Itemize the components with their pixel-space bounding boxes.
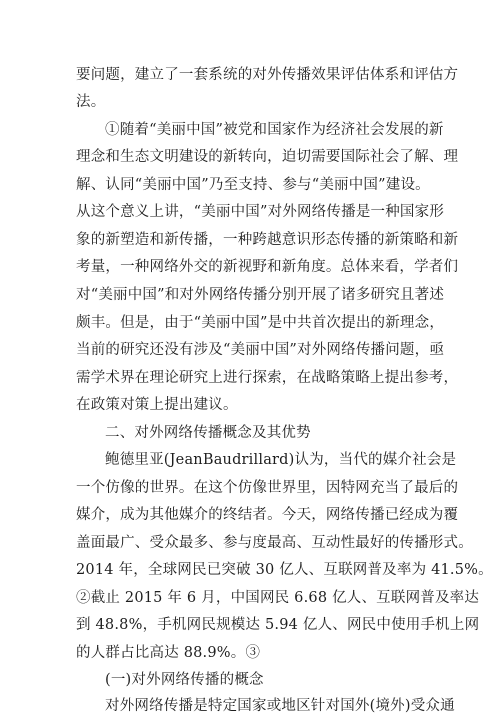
text-line-3: ①随着“美丽中国”被党和国家作为经济社会发展的新 [105,122,444,138]
text-line-24: 对外网络传播是特定国家或地区针对国外(境外)受众通 [105,698,455,714]
text-line-4: 理念和生态文明建设的新转向，迫切需要国际社会了解、理 [76,149,459,165]
text-line-1: 要问题，建立了一套系统的对外传播效果评估体系和评估方 [76,67,459,83]
text-line-11: 当前的研究还没有涉及“美丽中国”对外网络传播问题，亟 [76,342,445,358]
text-line-22: 的人群占比高达 88.9%。③ [76,645,261,661]
text-line-7: 象的新塑造和新传播，一种跨越意识形态传播的新策略和新 [76,232,459,248]
text-line-9: 对“美丽中国”和对外网络传播分别开展了诸多研究且著述 [76,287,445,303]
text-line-18: 盖面最广、受众最多、参与度最高、互动性最好的传播形式。 [76,535,473,551]
text-line-12: 需学术界在理论研究上进行探索，在战略策略上提出参考， [76,370,459,386]
text-line-10: 颇丰。但是，由于“美丽中国”是中共首次提出的新理念， [76,315,445,331]
text-line-16: 一个仿像的世界。在这个仿像世界里，因特网充当了最后的 [76,480,459,496]
text-line-2: 法。 [76,94,106,110]
text-line-19: 2014 年，全球网民已突破 30 亿人、互联网普及率为 41.5%。 [76,562,493,578]
text-line-5: 解、认同“美丽中国”乃至支持、参与“美丽中国”建设。 [76,177,430,193]
section-heading: 二、对外网络传播概念及其优势 [105,425,311,441]
text-line-15: 鲍德里亚(JeanBaudrillard)认为，当代的媒介社会是 [105,452,457,468]
text-line-21: 到 48.8%，手机网民规模达 5.94 亿人、网民中使用手机上网 [76,617,480,633]
text-line-13: 在政策对策上提出建议。 [76,397,238,413]
text-line-17: 媒介，成为其他媒介的终结者。今天，网络传播已经成为覆 [76,507,459,523]
subsection-heading: (一)对外网络传播的概念 [105,672,264,688]
text-line-8: 考量，一种网络外交的新视野和新角度。总体来看，学者们 [76,259,459,275]
text-line-6: 从这个意义上讲，“美丽中国”对外网络传播是一种国家形 [76,204,445,220]
text-line-20: ②截止 2015 年 6 月，中国网民 6.68 亿人、互联网普及率达 [76,590,480,606]
